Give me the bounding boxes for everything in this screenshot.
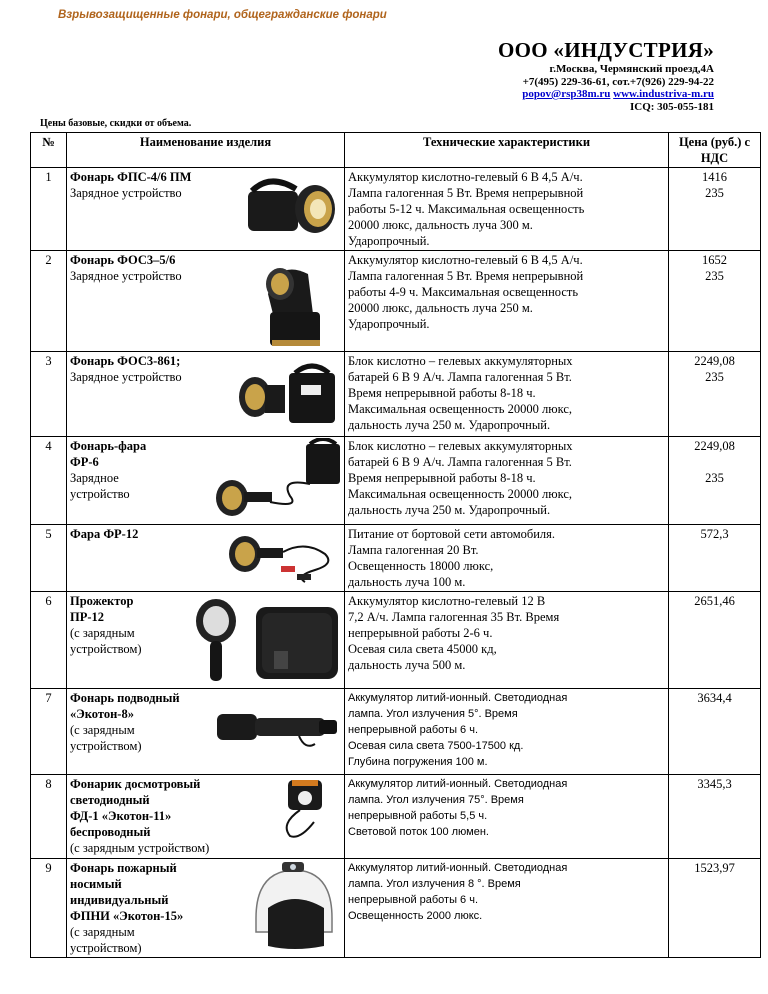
product-subtitle: устройством) (70, 739, 142, 753)
product-cell (67, 592, 345, 689)
price-note: Цены базовые, скидки от объема. (40, 118, 192, 129)
product-subtitle: устройством) (70, 642, 142, 656)
product-title: Прожектор (70, 594, 134, 608)
price-table (30, 132, 761, 958)
price-cell: 3634,4 (669, 689, 761, 775)
product-title: Фонарь-фара (70, 439, 147, 453)
spec-cell: Питание от бортовой сети автомобиля. Лампа галогенная 20 Вт. Освещенность 18000 люкс, дальность луча 100 м. (345, 525, 669, 592)
row-number: 9 (31, 859, 67, 958)
price-cell: 2249,08 235 (669, 437, 761, 525)
inspection-flashlight-image (270, 778, 340, 840)
company-contacts (498, 88, 714, 101)
email-link[interactable]: popov@rsp38m.ru (522, 88, 611, 100)
product-subtitle: Зарядное устройство (70, 370, 182, 384)
table-row (31, 525, 761, 592)
price-cell: 572,3 (669, 525, 761, 592)
flashlight-fos3-image (258, 254, 328, 350)
price-cell: 1416 235 (669, 168, 761, 251)
company-block (498, 38, 714, 113)
spec-cell: Аккумулятор кислотно-гелевый 12 В 7,2 А/ч. Лампа галогенная 35 Вт. Время непрерывной работы 2-6 ч. Осевая сила света 45000 кд, дальность луча 500 м. (345, 592, 669, 689)
product-subtitle: устройство (70, 487, 130, 501)
product-model: ПР-12 (70, 610, 105, 624)
company-name: ООО «ИНДУСТРИЯ» (497, 38, 714, 62)
product-title: Фонарь подводный (70, 691, 180, 705)
product-model: носимый (70, 877, 122, 891)
product-model: беспроводный (70, 825, 151, 839)
product-subtitle: устройством) (70, 941, 142, 955)
product-title: Фонарь пожарный (70, 861, 177, 875)
product-cell (67, 168, 345, 251)
row-number: 5 (31, 525, 67, 592)
table-row (31, 437, 761, 525)
header-price: Цена (руб.) с НДС (669, 133, 761, 168)
table-row (31, 352, 761, 437)
product-cell (67, 689, 345, 775)
company-icq: ICQ: 305-055-181 (629, 100, 714, 113)
company-address: г.Москва, Чермянский проезд,4А (549, 63, 714, 75)
row-number: 4 (31, 437, 67, 525)
flashlight-fps-image (240, 171, 344, 241)
headlight-fr12-image (225, 530, 345, 588)
product-subtitle: Зарядное (70, 471, 119, 485)
product-model: ФР-6 (70, 455, 99, 469)
price-cell: 2249,08 235 (669, 352, 761, 437)
spec-cell: Блок кислотно – гелевых аккумуляторных батарей 6 В 9 А/ч. Лампа галогенная 5 Вт. Время непрерывной работы 8-18 ч. Максимальная освещенность 20000 люкс, дальность луча 250 м. Ударопрочный. (345, 437, 669, 525)
product-cell (67, 525, 345, 592)
product-cell (67, 859, 345, 958)
table-row (31, 689, 761, 775)
product-title: Фонарь ФПС-4/6 ПМ (70, 170, 192, 184)
spec-cell: Аккумулятор литий-ионный. Светодиодная лампа. Угол излучения 75°. Время непрерывной работы 5,5 ч. Световой поток 100 люмен. (345, 775, 669, 859)
product-cell (67, 775, 345, 859)
product-title: Фонарь ФОС3–5/6 (70, 253, 176, 267)
website-link[interactable]: www.industriva-m.ru (613, 88, 714, 100)
price-cell: 2651,46 (669, 592, 761, 689)
product-title: Фонарь ФОС3-861; (70, 354, 181, 368)
header-number: № (31, 133, 67, 168)
header-name: Наименование изделия (67, 133, 345, 168)
price-cell: 1523,97 (669, 859, 761, 958)
product-subtitle: Зарядное устройство (70, 186, 182, 200)
product-subtitle: (с зарядным устройством) (70, 841, 210, 855)
catalog-category-header: Взрывозащищенные фонари, общегражданские фонари (58, 9, 387, 21)
product-subtitle: Зарядное устройство (70, 269, 182, 283)
product-model: «Экотон-8» (70, 707, 134, 721)
table-row (31, 251, 761, 352)
headlight-fr6-image (210, 438, 346, 524)
row-number: 7 (31, 689, 67, 775)
flashlight-fos3-861-image (235, 359, 343, 431)
product-model: светодиодный (70, 793, 150, 807)
row-number: 8 (31, 775, 67, 859)
product-model: индивидуальный (70, 893, 169, 907)
firefighter-helmet-image (248, 860, 338, 950)
product-subtitle: (с зарядным (70, 626, 135, 640)
table-row (31, 168, 761, 251)
product-model: ФПНИ «Экотон-15» (70, 909, 184, 923)
table-row (31, 592, 761, 689)
row-number: 3 (31, 352, 67, 437)
table-row (31, 775, 761, 859)
product-model: ФД-1 «Экотон-11» (70, 809, 172, 823)
spec-cell: Аккумулятор кислотно-гелевый 6 В 4,5 А/ч. Лампа галогенная 5 Вт. Время непрерывной работы 4-9 ч. Максимальная освещенность 20000 люкс, дальность луча 250 м. Ударопрочный. (345, 251, 669, 352)
row-number: 1 (31, 168, 67, 251)
underwater-flashlight-image (215, 704, 345, 754)
product-cell (67, 437, 345, 525)
spec-cell: Блок кислотно – гелевых аккумуляторных батарей 6 В 9 А/ч. Лампа галогенная 5 Вт. Время непрерывной работы 8-18 ч. Максимальная освещенность 20000 люкс, дальность луча 250 м. Ударопрочный. (345, 352, 669, 437)
row-number: 6 (31, 592, 67, 689)
product-cell (67, 352, 345, 437)
table-header-row (31, 133, 761, 168)
product-cell (67, 251, 345, 352)
company-phones: +7(495) 229-36-61, сот.+7(926) 229-94-22 (522, 75, 714, 88)
row-number: 2 (31, 251, 67, 352)
searchlight-pr12-image (190, 595, 346, 687)
product-subtitle: (с зарядным (70, 925, 135, 939)
product-title: Фонарик досмотровый (70, 777, 201, 791)
price-cell: 3345,3 (669, 775, 761, 859)
spec-cell: Аккумулятор кислотно-гелевый 6 В 4,5 А/ч. Лампа галогенная 5 Вт. Время непрерывной работы 5-12 ч. Максимальная освещенность 20000 люкс, дальность луча 300 м. Ударопрочный. (345, 168, 669, 251)
spec-cell: Аккумулятор литий-ионный. Светодиодная лампа. Угол излучения 5°. Время непрерывной работы 6 ч. Осевая сила света 7500-17500 кд. Глубина погружения 100 м. (345, 689, 669, 775)
price-cell: 1652 235 (669, 251, 761, 352)
table-row (31, 859, 761, 958)
product-subtitle: (с зарядным (70, 723, 135, 737)
header-specs: Технические характеристики (345, 133, 669, 168)
product-title: Фара ФР-12 (70, 527, 139, 541)
spec-cell: Аккумулятор литий-ионный. Светодиодная лампа. Угол излучения 8 °. Время непрерывной работы 6 ч. Освещенность 2000 люкс. (345, 859, 669, 958)
